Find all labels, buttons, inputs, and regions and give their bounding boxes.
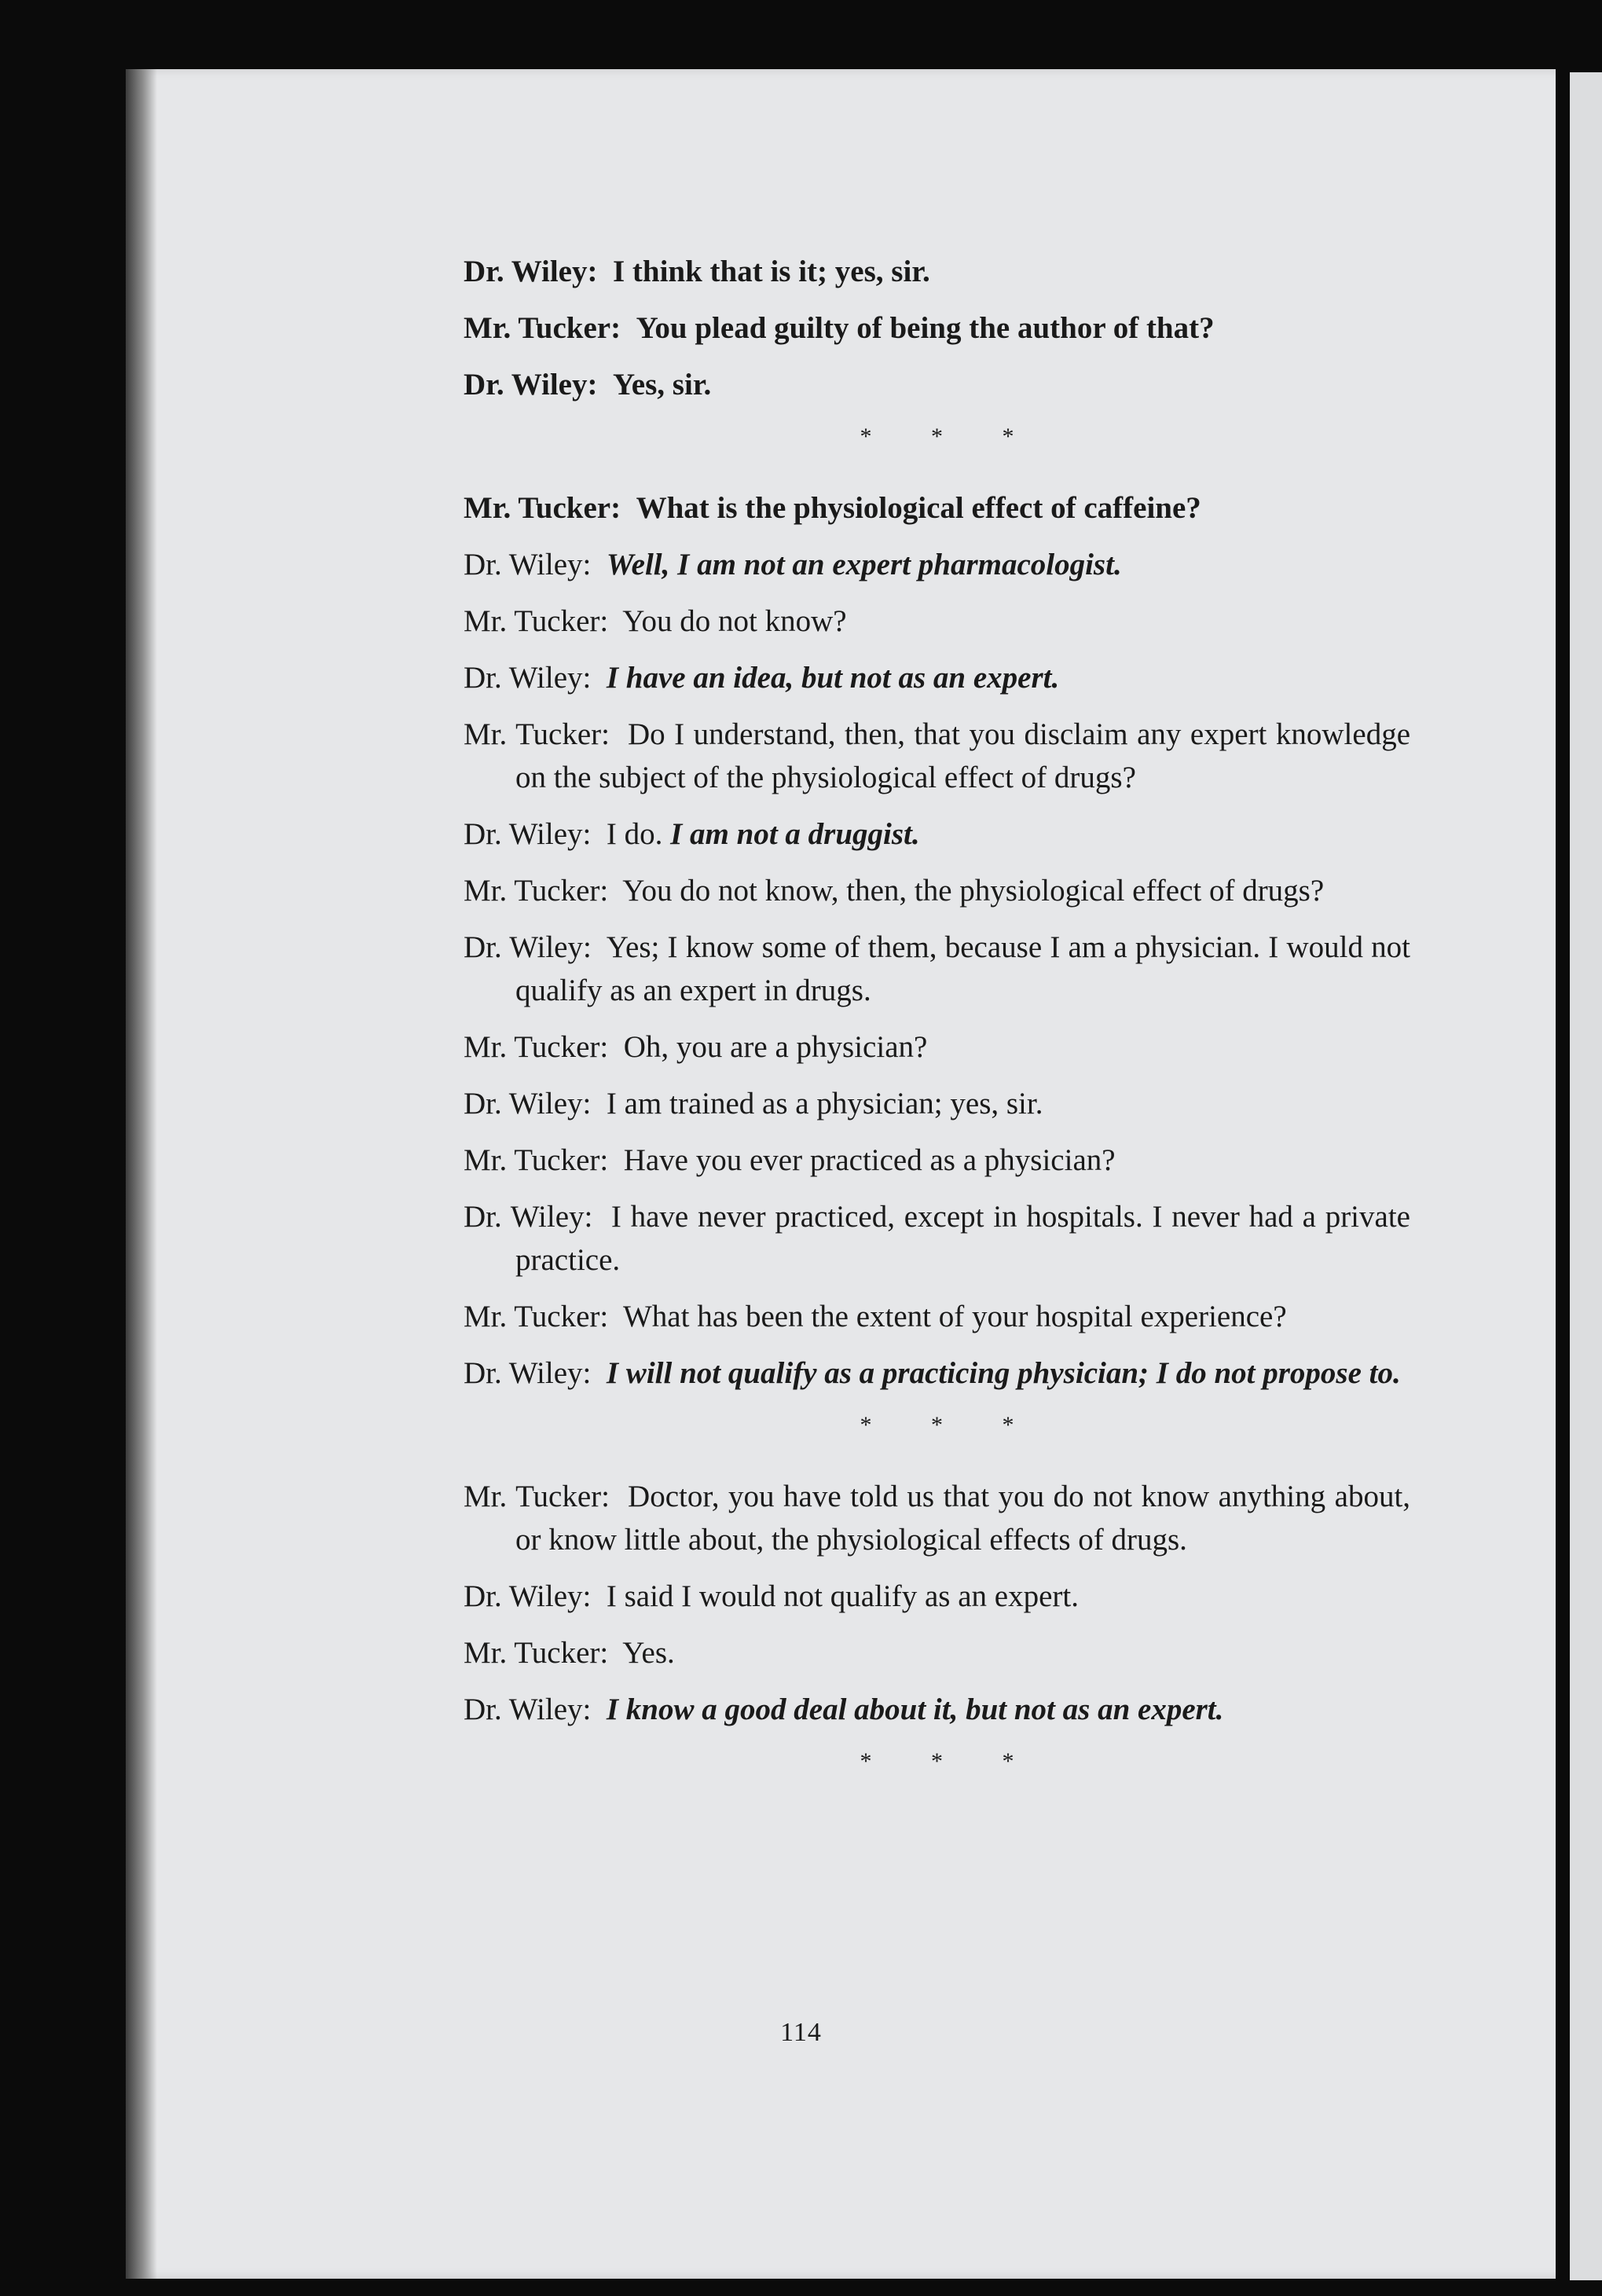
testimony-text: I will not qualify as a practicing physician; I do not propose to. [606, 1356, 1401, 1390]
testimony-entry [464, 306, 1410, 350]
testimony-text: I said I would not qualify as an expert. [606, 1579, 1079, 1613]
testimony-text: You do not know, then, the physiological effect of drugs? [622, 874, 1325, 908]
speaker-label: Mr. Tucker: [464, 491, 621, 525]
testimony-entry [464, 1688, 1410, 1731]
testimony-text: You plead guilty of being the author of that? [636, 311, 1215, 345]
section-separator-stars: * * * [860, 424, 1041, 449]
testimony-text: I have never practiced, except in hospitals. I never had a private practice. [515, 1200, 1410, 1277]
testimony-entry [464, 1352, 1410, 1395]
speaker-label: Dr. Wiley: [464, 817, 592, 851]
speaker-label: Dr. Wiley: [464, 661, 592, 695]
testimony-entry [464, 812, 1410, 856]
speaker-label: Mr. Tucker: [464, 1143, 609, 1177]
testimony-text: I am trained as a physician; yes, sir. [606, 1087, 1043, 1120]
testimony-entry [464, 363, 1410, 406]
testimony-text: I have an idea, but not as an expert. [606, 661, 1060, 695]
speaker-label: Mr. Tucker: [464, 604, 609, 638]
testimony-text: I am not a druggist. [670, 817, 920, 851]
testimony-entry [464, 1631, 1410, 1674]
testimony-text: Doctor, you have told us that you do not know anything about, or know little about, the physiological effects of drugs. [515, 1480, 1411, 1557]
testimony-entry [464, 656, 1410, 699]
testimony-entry [464, 1195, 1410, 1282]
testimony-entry [464, 600, 1410, 643]
adjacent-page-edge [1570, 72, 1602, 2280]
speaker-label: Dr. Wiley: [464, 548, 592, 581]
testimony-entry [464, 486, 1410, 530]
testimony-text: Well, I am not an expert pharmacologist. [606, 548, 1122, 581]
speaker-label: Mr. Tucker: [464, 1636, 609, 1670]
speaker-label: Dr. Wiley: [464, 1200, 593, 1234]
section-separator-stars: * * * [860, 1412, 1041, 1438]
speaker-label: Dr. Wiley: [464, 1579, 592, 1613]
speaker-label: Mr. Tucker: [464, 1300, 609, 1333]
testimony-text: I do. [606, 817, 671, 851]
testimony-text: You do not know? [622, 604, 847, 638]
speaker-label: Dr. Wiley: [464, 930, 592, 964]
testimony-entry [464, 1139, 1410, 1182]
page-number: 114 [780, 2018, 822, 2047]
testimony-text: I think that is it; yes, sir. [612, 255, 930, 288]
testimony-entry [464, 1575, 1410, 1618]
testimony-entry [464, 869, 1410, 912]
speaker-label: Dr. Wiley: [464, 1693, 592, 1726]
testimony-text: What is the physiological effect of caffeine? [636, 491, 1201, 525]
testimony-entry [464, 1082, 1410, 1125]
speaker-label: Dr. Wiley: [464, 368, 598, 402]
testimony-entry [464, 1025, 1410, 1069]
speaker-label: Dr. Wiley: [464, 255, 598, 288]
testimony-text: What has been the extent of your hospital experience? [623, 1300, 1287, 1333]
testimony-entry [464, 250, 1410, 293]
section-separator-stars: * * * [860, 1748, 1041, 1774]
testimony-entry [464, 543, 1410, 586]
testimony-text: Yes. [622, 1636, 675, 1670]
page-binding-shadow [126, 69, 157, 2279]
speaker-label: Dr. Wiley: [464, 1356, 592, 1390]
testimony-text: Yes; I know some of them, because I am a physician. I would not qualify as an expert in drugs. [515, 930, 1410, 1007]
testimony-text: I know a good deal about it, but not as an expert. [606, 1693, 1224, 1726]
testimony-entry [464, 1475, 1410, 1561]
testimony-entry [464, 713, 1410, 799]
testimony-entry [464, 1295, 1410, 1338]
testimony-text: Have you ever practiced as a physician? [623, 1143, 1116, 1177]
speaker-label: Mr. Tucker: [464, 1480, 610, 1513]
speaker-label: Mr. Tucker: [464, 1030, 609, 1064]
testimony-text: Yes, sir. [612, 368, 712, 402]
testimony-text: Oh, you are a physician? [623, 1030, 928, 1064]
speaker-label: Mr. Tucker: [464, 874, 609, 908]
testimony-entry [464, 926, 1410, 1012]
testimony-text: Do I understand, then, that you disclaim any expert knowledge on the subject of the physiological effect of drugs? [515, 717, 1411, 794]
speaker-label: Dr. Wiley: [464, 1087, 592, 1120]
transcript-body [464, 250, 1410, 1811]
speaker-label: Mr. Tucker: [464, 311, 621, 345]
speaker-label: Mr. Tucker: [464, 717, 610, 751]
